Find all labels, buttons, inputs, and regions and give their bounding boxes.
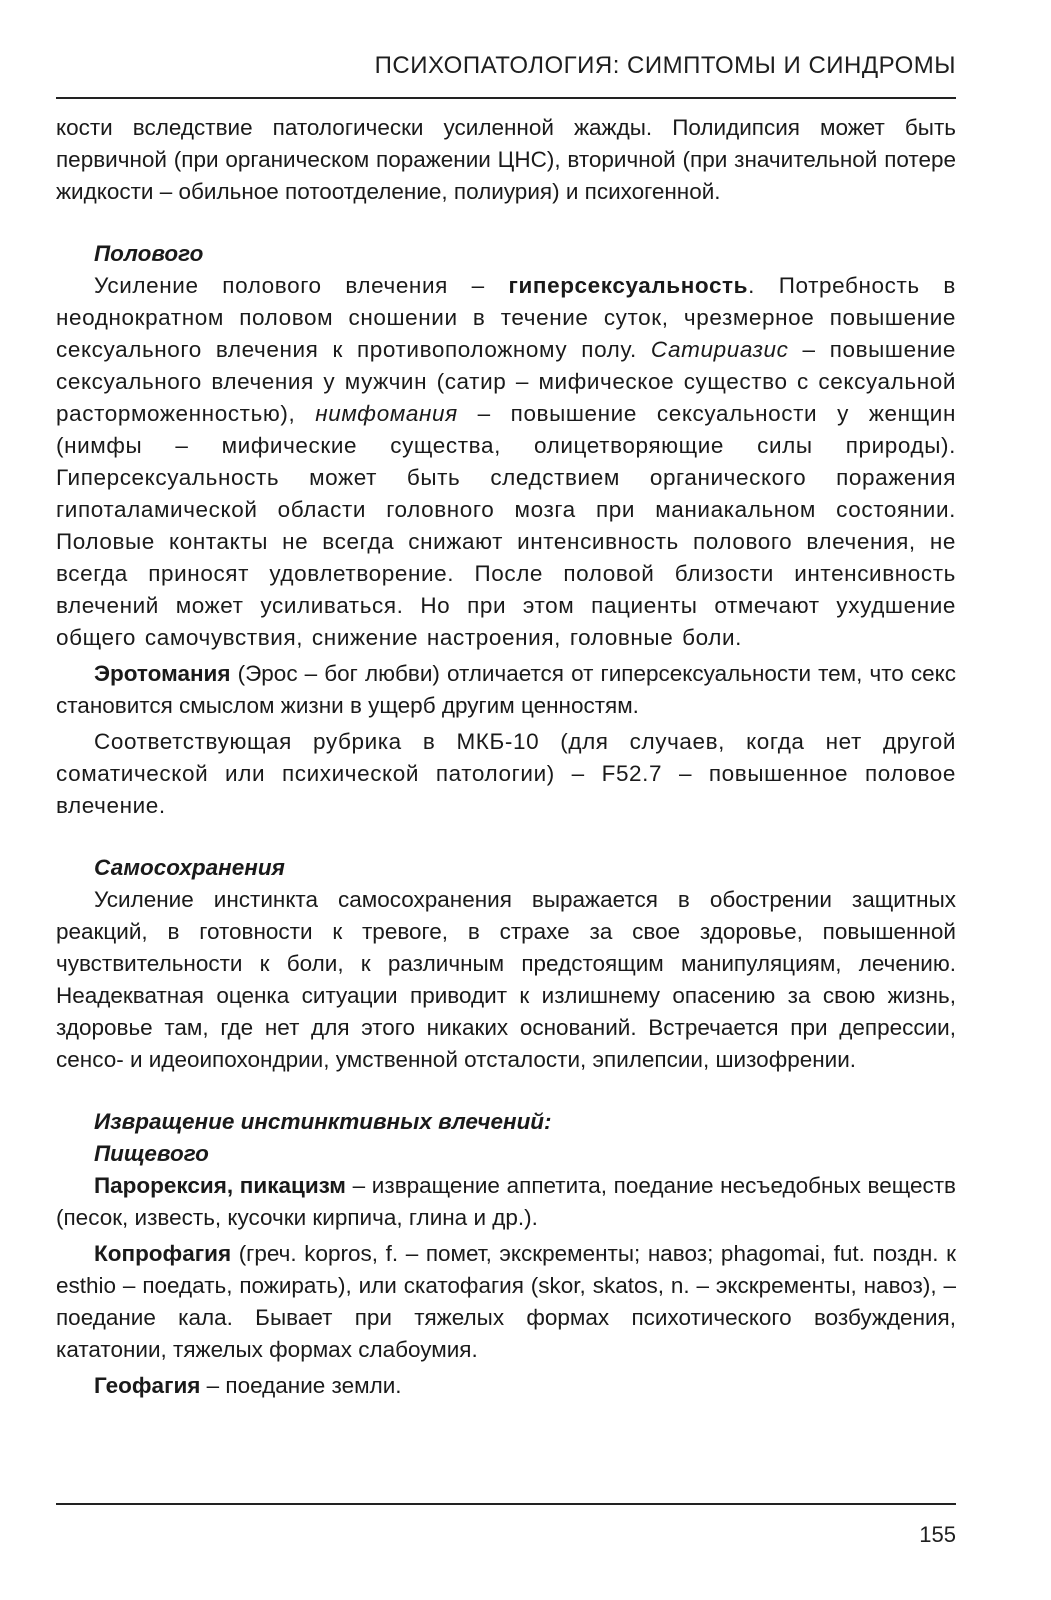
paragraph-erotomania: Эротомания (Эрос – бог любви) отличается от гиперсексуальности тем, что секс становится смыслом жизни в ущерб другим ценностям. bbox=[56, 661, 956, 718]
subheading-sexual: Полового bbox=[94, 241, 204, 266]
page-number: 155 bbox=[919, 1522, 956, 1547]
section-gap bbox=[56, 208, 956, 238]
term-parorexia: Парорексия, пикацизм bbox=[94, 1173, 346, 1198]
subheading-food: Пищевого bbox=[94, 1141, 209, 1166]
term-coprophagia: Копрофагия bbox=[94, 1241, 232, 1266]
paragraph-icd10: Соответствующая рубрика в МКБ-10 (для случаев, когда нет другой соматической или психической патологии) – F52.7 – повышенное половое влечение. bbox=[56, 729, 956, 818]
term-erotomania: Эротомания bbox=[94, 661, 231, 686]
paragraph-hypersexuality: Усиление полового влечения – гиперсексуальность. Потребность в неоднократном половом сношении в течение суток, чрезмерное повышение сексуального влечения к противоположному полу. Сатириазис – повышение сексуального влечения у мужчин (сатир – мифическое существо с сексуальной расторможенностью), нимфомания – повышение сексуальности у женщин (нимфы – мифические существа, олицетворяющие силы природы). Гиперсексуальность может быть следствием органического поражения гипоталамической области головного мозга при маниакальном состоянии. Половые контакты не всегда снижают интенсивность полового влечения, не всегда приносят удовлетворение. После половой близости интенсивность влечений может усиливаться. Но при этом пациенты отмечают ухудшение общего самочувствия, снижение настроения, головные боли. bbox=[56, 273, 956, 650]
heading-perversion: Извращение инстинктивных влечений: bbox=[94, 1109, 552, 1134]
section-gap bbox=[56, 822, 956, 852]
term-satyriasis: Сатириазис bbox=[650, 337, 789, 362]
term-nymphomania: нимфомания bbox=[315, 401, 458, 426]
paragraph-geophagia: Геофагия – поедание земли. bbox=[94, 1373, 402, 1398]
running-title: ПСИХОПАТОЛОГИЯ: СИМПТОМЫ И СИНДРОМЫ bbox=[374, 52, 956, 79]
term-geophagia: Геофагия bbox=[94, 1373, 201, 1398]
paragraph-coprophagia: Копрофагия (греч. kopros, f. – помет, экскременты; навоз; phagomai, fut. поздн. к esthio – поедать, пожирать), или скатофагия (skor, skatos, n. – экскременты, навоз), – поедание кала. Бывает при тяжелых формах психотического возбуждения, кататонии, тяжелых формах слабоумия. bbox=[56, 1241, 956, 1362]
page-body bbox=[56, 112, 956, 1402]
paragraph-self-preservation: Усиление инстинкта самосохранения выражается в обострении защитных реакций, в готовности к тревоге, в страхе за свое здоровье, повышенной чувствительности к боли, к различным предстоящим манипуляциям, лечению. Неадекватная оценка ситуации приводит к излишнему опасению за свою жизнь, здоровье там, где нет для этого никаких оснований. Встречается при депрессии, сенсо- и идеоипохондрии, умственной отсталости, эпилепсии, шизофрении. bbox=[56, 887, 956, 1072]
paragraph-parorexia: Парорексия, пикацизм – извращение аппетита, поедание несъедобных веществ (песок, известь, кусочки кирпича, глина и др.). bbox=[56, 1173, 957, 1230]
paragraph-polydipsia: кости вследствие патологически усиленной жажды. Полидипсия может быть первичной (при органическом поражении ЦНС), вторичной (при значительной потере жидкости – обильное потоотделение, полиурия) и психогенной. bbox=[56, 115, 956, 204]
subheading-self-preservation: Самосохранения bbox=[94, 855, 285, 880]
footer-rule bbox=[56, 1503, 956, 1505]
header-rule bbox=[56, 97, 956, 99]
section-gap bbox=[56, 1076, 956, 1106]
term-hypersexuality: гиперсексуальность bbox=[508, 273, 749, 298]
